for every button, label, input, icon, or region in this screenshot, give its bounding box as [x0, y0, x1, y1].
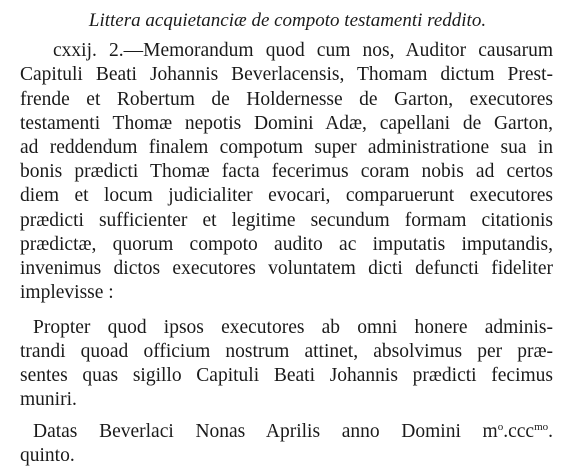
ordinal-superscript-1: o [497, 421, 504, 433]
paragraph-2-line-4: muniri. [20, 389, 77, 410]
paragraph-2-line-3: sentes quas sigillo Capituli Beati Johannis prædicti fecimus [20, 365, 553, 386]
ordinal-superscript-2: mo [534, 421, 549, 433]
paragraph-1-line-3: frende et Robertum de Holdernesse de Garton, executores [20, 89, 553, 110]
dating-clause-text: Datas Beverlaci Nonas Aprilis anno Domini m [33, 421, 498, 442]
dating-clause-numeral: .ccc [503, 421, 535, 442]
paragraph-1-line-8: prædicti sufficienter et legitime secundum formam citationis [20, 210, 553, 231]
paragraph-1-line-5: ad reddendum finalem compotum super administratione sua in [20, 137, 553, 158]
dating-clause-end: . [548, 421, 553, 442]
document-heading: Littera acquietanciæ de compoto testamenti reddito. [88, 10, 487, 31]
paragraph-2-line-2: trandi quoad officium nostrum attinet, absolvimus per præ- [20, 341, 553, 362]
paragraph-1-line-9: prædictæ, quorum compoto audito ac imputatis imputandis, [20, 234, 553, 255]
paragraph-3-line-2: quinto. [20, 445, 75, 466]
paragraph-1-line-4: testamenti Thomæ nepotis Domini Adæ, capellani de Garton, [20, 113, 553, 134]
paragraph-1-line-7: diem et locum judicialiter evocari, comparuerunt executores [20, 185, 553, 206]
paragraph-1-line-10: invenimus dictos executores voluntatem dicti defuncti fideliter [20, 258, 553, 279]
paragraph-2-line-1: Propter quod ipsos executores ab omni honere adminis- [33, 317, 553, 338]
paragraph-3-line-1 [33, 420, 553, 444]
paragraph-1-line-11: implevisse : [20, 282, 114, 303]
paragraph-1-line-1: cxxij. 2.—Memorandum quod cum nos, Auditor causarum [53, 40, 553, 61]
paragraph-1-line-2: Capituli Beati Johannis Beverlacensis, Thomam dictum Prest- [20, 64, 553, 85]
paragraph-1-line-6: bonis prædicti Thomæ facta fecerimus coram nobis ad certos [20, 161, 553, 182]
